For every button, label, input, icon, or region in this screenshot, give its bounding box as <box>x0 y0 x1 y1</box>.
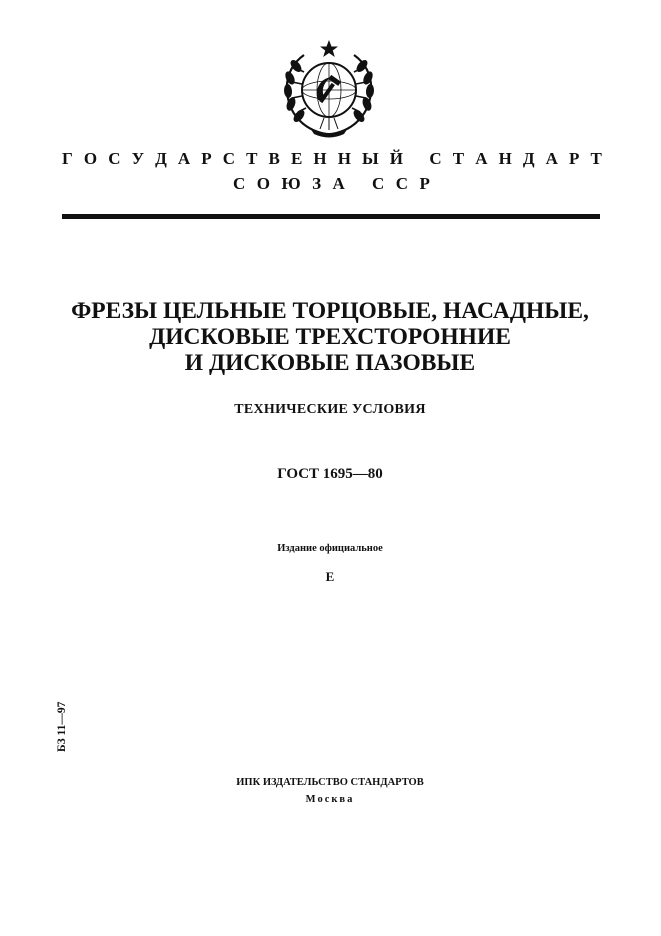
header-letter: А <box>177 149 191 168</box>
header-letter: Е <box>290 149 303 168</box>
header-state-standard <box>62 149 602 169</box>
header-letter: Т <box>246 149 258 168</box>
header-word-gap <box>414 149 418 169</box>
header-divider <box>62 214 600 219</box>
header-letter: С <box>429 149 442 168</box>
header-letter: С <box>108 149 121 168</box>
title-line: И ДИСКОВЫЕ ПАЗОВЫЕ <box>184 350 476 376</box>
header-letter: В <box>268 149 280 168</box>
side-code: БЗ 11—97 <box>56 701 68 752</box>
title-line: ДИСКОВЫЕ ТРЕХСТОРОННИЕ <box>149 324 511 350</box>
header-letter: Н <box>337 149 351 168</box>
header-letter: Ы <box>362 149 379 168</box>
header-letter: Й <box>389 149 404 168</box>
header-letter: А <box>545 149 558 168</box>
header-letter: Т <box>452 149 465 168</box>
header-letter: С <box>372 174 385 193</box>
header-union-ssr <box>233 174 430 194</box>
header-letter: З <box>312 174 322 193</box>
header-letter: О <box>83 149 98 168</box>
header-letter: Т <box>590 149 602 168</box>
header-letter: С <box>395 174 409 193</box>
header-letter: А <box>475 149 488 168</box>
header-letter: Р <box>201 149 212 168</box>
header-letter: О <box>256 174 270 193</box>
publisher: ИПК ИЗДАТЕЛЬСТВО СТАНДАРТОВ <box>236 777 424 788</box>
edition-label: Издание официальное <box>277 543 383 554</box>
header-letter: А <box>332 174 345 193</box>
standard-number: ГОСТ 1695—80 <box>277 466 383 482</box>
header-letter: Р <box>569 149 580 168</box>
header-word-gap <box>356 174 360 194</box>
publisher-city: Москва <box>305 794 355 805</box>
header-letter: С <box>233 174 246 193</box>
document-subtitle: ТЕХНИЧЕСКИЕ УСЛОВИЯ <box>234 402 426 417</box>
header-letter: Д <box>155 149 167 168</box>
header-letter: Н <box>313 149 327 168</box>
document-title <box>40 298 620 376</box>
title-line: ФРЕЗЫ ЦЕЛЬНЫЕ ТОРЦОВЫЕ, НАСАДНЫЕ, <box>71 298 589 324</box>
edition-letter: Е <box>325 569 335 584</box>
header-letter: С <box>222 149 236 168</box>
header-letter: Д <box>522 149 535 168</box>
header-letter: Р <box>419 174 430 193</box>
header-letter: Ю <box>281 174 301 193</box>
ussr-emblem-icon <box>274 38 384 142</box>
header-letter: Н <box>498 149 512 168</box>
header-letter: Г <box>62 149 73 168</box>
header-letter: У <box>131 149 145 168</box>
